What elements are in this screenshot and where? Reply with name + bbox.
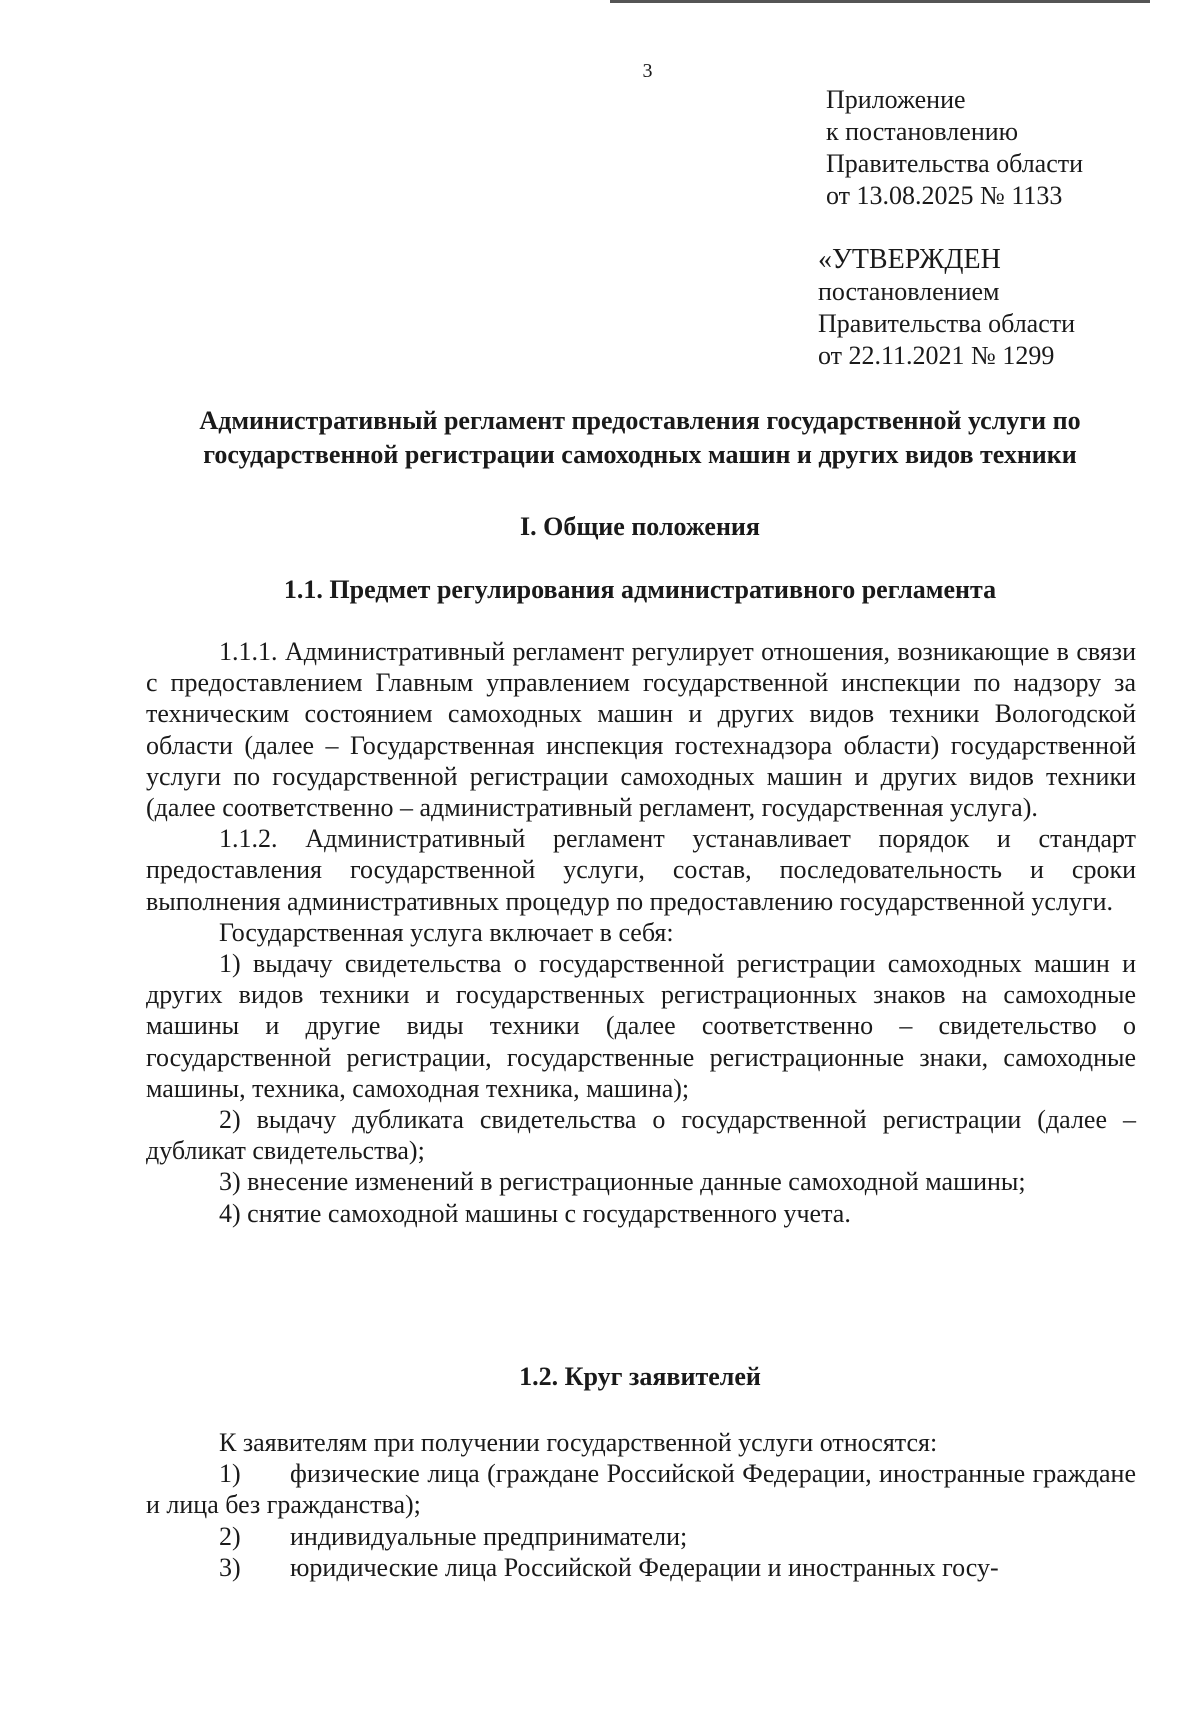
approved-line: «УТВЕРЖДЕН (818, 244, 1001, 275)
list-item: 4) снятие самоходной машины с государственного учета. (219, 1198, 851, 1228)
paragraph: 1.1.2. Административный регламент устанавливает порядок и стандарт предоставления государственной услуги, состав, последовательность и сроки выполнения административных процедур по предоставлению государственной услуги. (146, 824, 1136, 916)
appendix-line: Приложение (826, 85, 966, 114)
appendix-block (826, 84, 1083, 212)
list-item (146, 1552, 1136, 1583)
paragraph: Государственная услуга включает в себя: (219, 917, 674, 947)
list-number: 3) (219, 1552, 241, 1582)
body-text-block (146, 1427, 1136, 1583)
subsection-heading: 1.2. Круг заявителей (519, 1362, 761, 1391)
list-item: 3) внесение изменений в регистрационные данные самоходной машины; (219, 1167, 1026, 1197)
appendix-line: Правительства области (826, 149, 1084, 178)
subsection-heading: 1.1. Предмет регулирования административного регламента (283, 575, 997, 604)
list-item (146, 1458, 1136, 1520)
list-text: индивидуальные предприниматели; (290, 1521, 688, 1551)
approved-line: постановлением (818, 277, 1000, 306)
paragraph: 1.1.1. Административный регламент регулирует отношения, возникающие в связи с предоставлением Главным управлением государственной инспекции по надзору за техническим состоянием самоходных машин и других видов техники Вологодской области (далее – Государственная инспекция гостехнадзора области) государственной услуги по государственной регистрации самоходных машин и других видов техники (далее соответственно – административный регламент, государственная услуга). (146, 637, 1136, 823)
document-title (140, 404, 1140, 472)
appendix-line: к постановлению (826, 117, 1019, 146)
list-item: 1) выдачу свидетельства о государственной регистрации самоходных машин и других видов техники и государственных регистрационных знаков на самоходные машины и другие виды техники (далее соответственно – свидетельство о государственной регистрации, государственные регистрационные знаки, самоходные машины, техника, самоходная техника, машина); (146, 949, 1136, 1103)
approved-line: от 22.11.2021 № 1299 (818, 341, 1055, 370)
paragraph: К заявителям при получении государственной услуги относятся: (219, 1428, 938, 1457)
list-number: 1) (219, 1459, 241, 1489)
page-number: 3 (642, 60, 653, 82)
approved-block (818, 244, 1075, 372)
appendix-line: от 13.08.2025 № 1133 (826, 181, 1063, 210)
list-item (146, 1521, 1136, 1552)
list-text: юридические лица Российской Федерации и иностранных госу- (290, 1552, 999, 1582)
body-text-block (146, 636, 1136, 1229)
section-heading: I. Общие положения (520, 512, 760, 541)
document-title-line: государственной регистрации самоходных машин и других видов техники (203, 440, 1077, 469)
list-number: 2) (219, 1521, 241, 1551)
list-text: физические лица (граждане Российской Федерации, иностранные граждане и лица без гражданства); (146, 1459, 1136, 1520)
document-title-line: Административный регламент предоставления государственной услуги по (199, 406, 1081, 435)
approved-line: Правительства области (818, 309, 1076, 338)
top-border-line (610, 0, 1150, 3)
list-item: 2) выдачу дубликата свидетельства о государственной регистрации (далее – дубликат свидетельства); (146, 1105, 1136, 1166)
